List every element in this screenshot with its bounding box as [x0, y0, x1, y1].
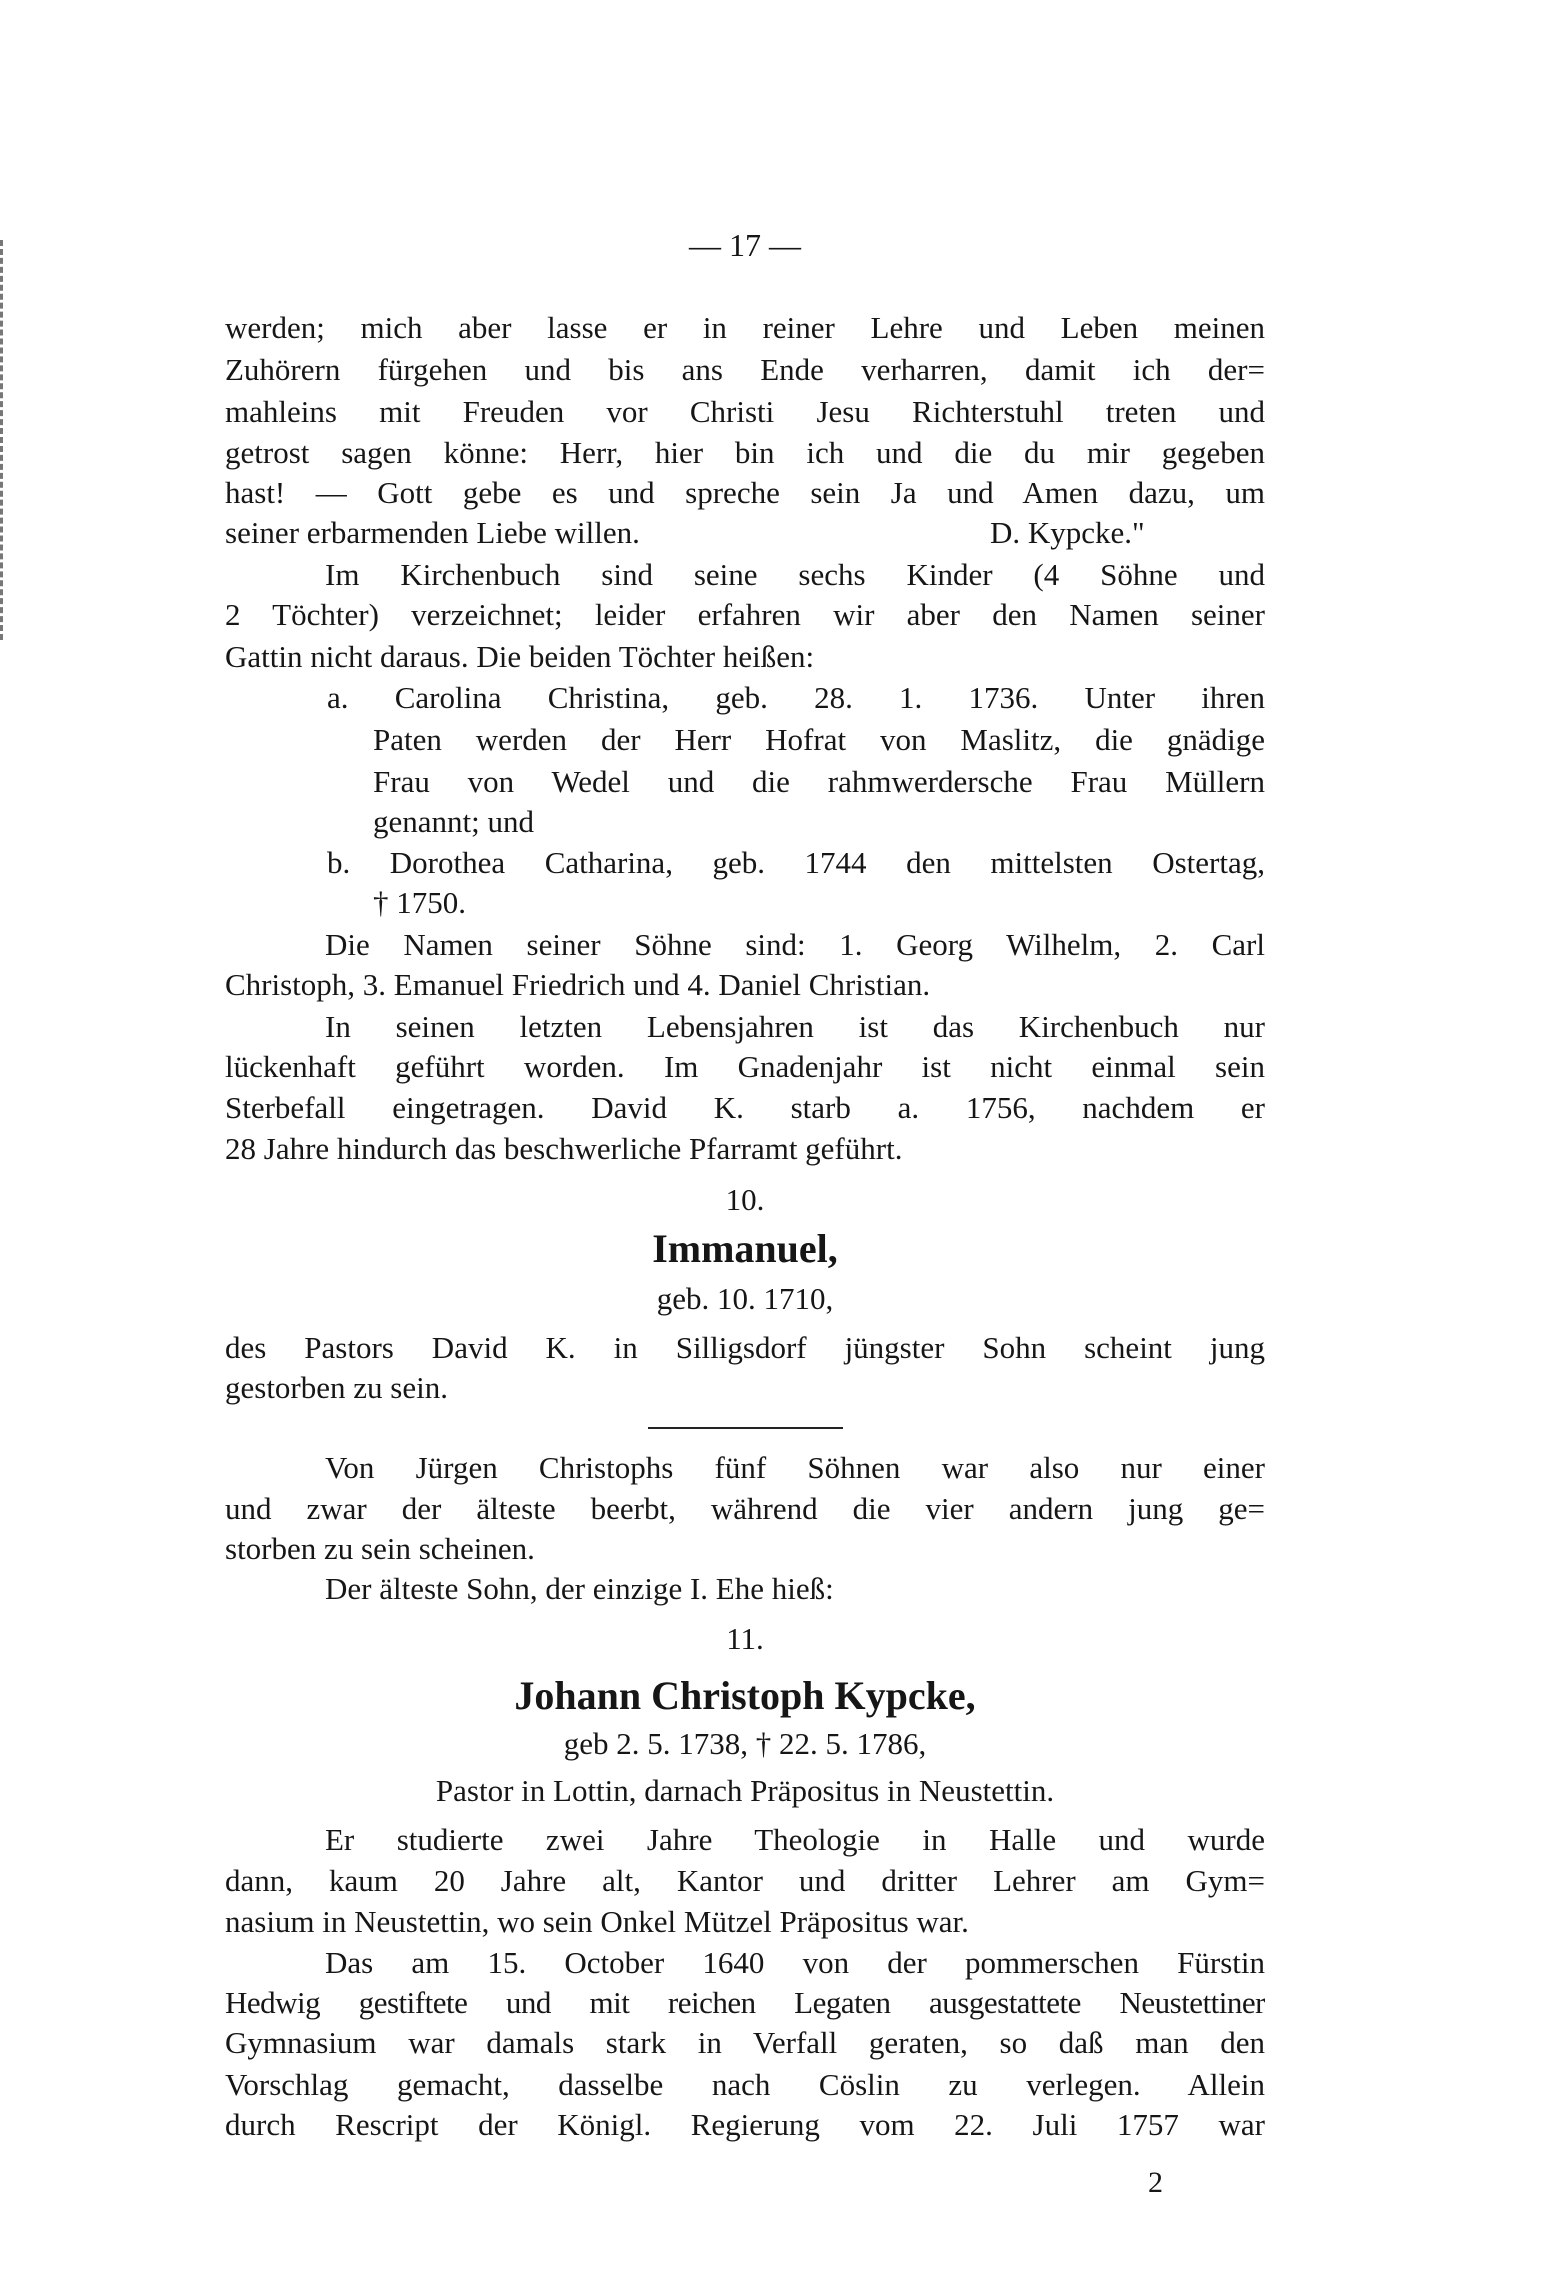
text-line: 2 Töchter) verzeichnet; leider erfahren wir aber den Namen seiner	[225, 597, 1265, 632]
text-line: gestorben zu sein.	[225, 1370, 448, 1405]
section-title: Immanuel,	[652, 1226, 838, 1271]
section-number: 11.	[726, 1621, 764, 1656]
section-number: 10.	[725, 1182, 765, 1217]
text-line: storben zu sein scheinen.	[225, 1531, 535, 1566]
text-line: des Pastors David K. in Silligsdorf jüngster Sohn scheint jung	[225, 1330, 1265, 1365]
text-line: Zuhörern fürgehen und bis ans Ende verharren, damit ich der=	[225, 352, 1265, 387]
text-line: Hedwig gestiftete und mit reichen Legaten ausgestattete Neustettiner	[225, 1985, 1265, 2020]
running-head: — 17 —	[689, 227, 801, 263]
text-line: Er studierte zwei Jahre Theologie in Halle und wurde	[325, 1822, 1265, 1857]
text-line: Das am 15. October 1640 von der pommerschen Fürstin	[325, 1945, 1265, 1980]
text-line: lückenhaft geführt worden. Im Gnadenjahr ist nicht einmal sein	[225, 1049, 1265, 1084]
section-divider	[648, 1427, 843, 1429]
section-title: Johann Christoph Kypcke,	[514, 1673, 976, 1718]
list-item-b: b. Dorothea Catharina, geb. 1744 den mittelsten Ostertag,	[327, 845, 1265, 880]
text-line: Gattin nicht daraus. Die beiden Töchter heißen:	[225, 639, 815, 674]
text-line: Frau von Wedel und die rahmwerdersche Frau Müllern	[373, 764, 1265, 799]
section-role: Pastor in Lottin, darnach Präpositus in Neustettin.	[435, 1773, 1055, 1808]
text-line: durch Rescript der Königl. Regierung vom 22. Juli 1757 war	[225, 2107, 1265, 2142]
text-line: hast! — Gott gebe es und spreche sein Ja und Amen dazu, um	[225, 475, 1265, 510]
list-item-a: a. Carolina Christina, geb. 28. 1. 1736. Unter ihren	[327, 680, 1265, 715]
text-line: † 1750.	[373, 885, 466, 920]
text-line: nasium in Neustettin, wo sein Onkel Mützel Präpositus war.	[225, 1904, 969, 1939]
section-dates: geb. 10. 1710,	[656, 1281, 834, 1316]
text-line: seiner erbarmenden Liebe willen.	[225, 515, 640, 550]
text-line: und zwar der älteste beerbt, während die vier andern jung ge=	[225, 1491, 1265, 1526]
text-line: Christoph, 3. Emanuel Friedrich und 4. Daniel Christian.	[225, 967, 931, 1002]
text-line: Vorschlag gemacht, dasselbe nach Cöslin zu verlegen. Allein	[225, 2067, 1265, 2102]
text-line: 28 Jahre hindurch das beschwerliche Pfarramt geführt.	[225, 1131, 903, 1166]
text-line: Gymnasium war damals stark in Verfall geraten, so daß man den	[225, 2025, 1265, 2060]
text-line: Der älteste Sohn, der einzige I. Ehe hieß:	[325, 1571, 834, 1606]
text-line: Paten werden der Herr Hofrat von Maslitz, die gnädige	[373, 722, 1265, 757]
signature: D. Kypcke."	[990, 515, 1145, 550]
text-line: In seinen letzten Lebensjahren ist das Kirchenbuch nur	[325, 1009, 1265, 1044]
text-line: getrost sagen könne: Herr, hier bin ich und die du mir gegeben	[225, 435, 1265, 470]
scan-edge-artifact	[0, 240, 3, 640]
text-line: dann, kaum 20 Jahre alt, Kantor und dritter Lehrer am Gym=	[225, 1863, 1265, 1898]
text-line: Im Kirchenbuch sind seine sechs Kinder (4 Söhne und	[325, 557, 1265, 592]
text-line: Von Jürgen Christophs fünf Söhnen war also nur einer	[325, 1450, 1265, 1485]
text-line: mahleins mit Freuden vor Christi Jesu Richterstuhl treten und	[225, 394, 1265, 429]
text-line: genannt; und	[373, 804, 534, 839]
text-line: werden; mich aber lasse er in reiner Lehre und Leben meinen	[225, 310, 1265, 345]
section-dates: geb 2. 5. 1738, † 22. 5. 1786,	[563, 1726, 927, 1761]
text-line: Die Namen seiner Söhne sind: 1. Georg Wilhelm, 2. Carl	[325, 927, 1265, 962]
signature-mark: 2	[1148, 2166, 1163, 2199]
text-line: Sterbefall eingetragen. David K. starb a. 1756, nachdem er	[225, 1090, 1265, 1125]
